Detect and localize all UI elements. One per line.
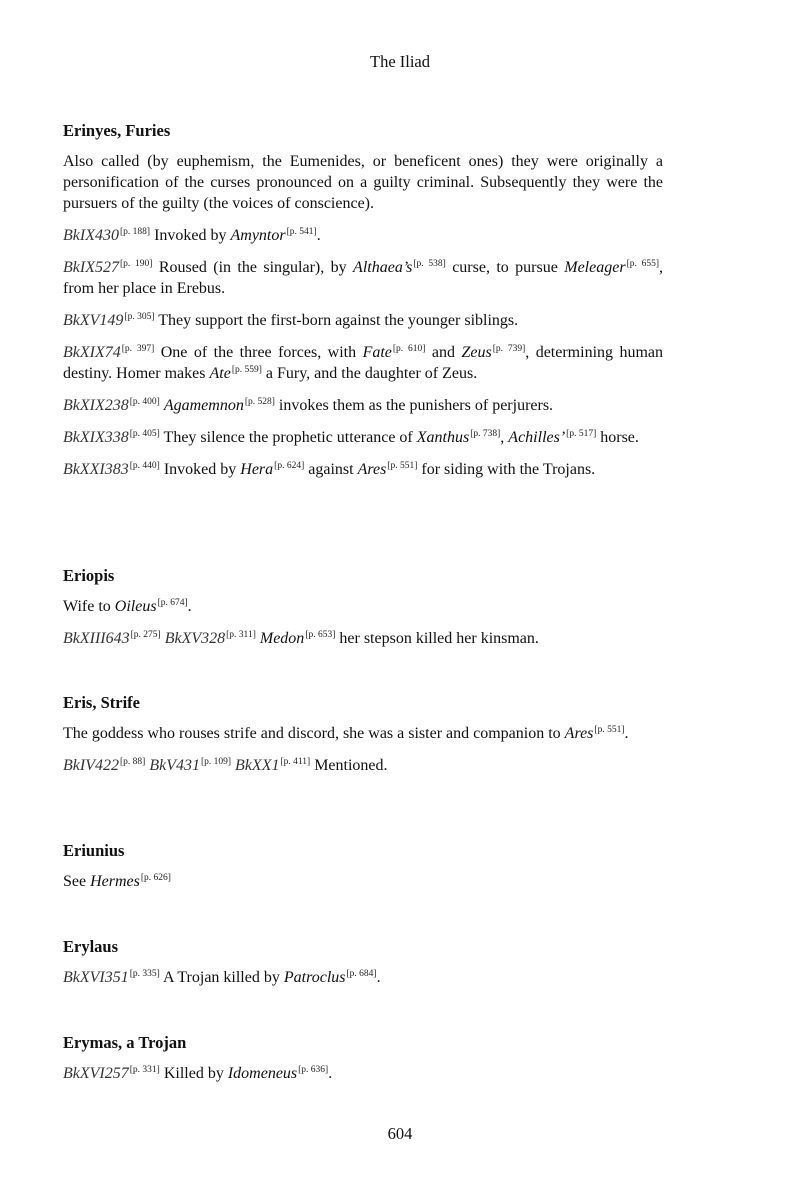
- page-marker: [p. 624]: [274, 460, 305, 471]
- entry-description: See Hermes[p. 626]: [63, 872, 171, 890]
- page-marker: [p. 655]: [626, 258, 660, 269]
- page-marker: [p. 626]: [140, 872, 171, 883]
- page-marker: [p. 109]: [200, 756, 232, 767]
- cross-reference-link[interactable]: Hermes: [90, 873, 140, 890]
- book-line-reference[interactable]: BkXV149: [63, 312, 124, 329]
- entry-description: Wife to Oileus[p. 674].: [63, 597, 192, 615]
- page-number: 604: [387, 1124, 413, 1143]
- page-marker: [p. 528]: [244, 396, 275, 407]
- glossary-entry: [63, 1032, 663, 1095]
- page-marker: [p. 636]: [298, 1064, 329, 1075]
- page-marker: [p. 335]: [129, 968, 160, 979]
- running-head: The Iliad: [369, 52, 430, 71]
- page-marker: [p. 397]: [121, 343, 155, 354]
- book-line-reference[interactable]: BkXIII643: [63, 630, 130, 647]
- reference-paragraph: BkIX527[p. 190] Roused (in the singular), by Althaea’s[p. 538] curse, to pursue Meleager[p. 655], from her place in Erebus.: [63, 258, 664, 297]
- page-marker: [p. 538]: [413, 258, 446, 269]
- page-marker: [p. 551]: [387, 460, 418, 471]
- page-marker: [p. 331]: [129, 1064, 160, 1075]
- reference-paragraph: BkXVI351[p. 335] A Trojan killed by Patroclus[p. 684].: [63, 968, 381, 986]
- page-marker: [p. 517]: [566, 428, 597, 439]
- entry-heading: Eriunius: [63, 841, 125, 860]
- book-line-reference[interactable]: BkV431: [149, 757, 200, 774]
- reference-paragraph: BkXIII643[p. 275] BkXV328[p. 311] Medon[p. 653] her stepson killed her kinsman.: [63, 629, 539, 647]
- entry-description: The goddess who rouses strife and discord, she was a sister and companion to Ares[p. 551].: [63, 724, 629, 742]
- page-marker: [p. 400]: [129, 396, 160, 407]
- page-marker: [p. 674]: [157, 597, 188, 608]
- glossary-entry: [63, 565, 663, 660]
- cross-reference-link[interactable]: Idomeneus: [227, 1065, 298, 1082]
- glossary-entry: [63, 936, 663, 999]
- cross-reference-link[interactable]: Xanthus: [416, 429, 470, 446]
- page-marker: [p. 190]: [119, 258, 153, 269]
- reference-paragraph: BkIV422[p. 88] BkV431[p. 109] BkXX1[p. 411] Mentioned.: [63, 756, 388, 774]
- book-line-reference[interactable]: BkIX430: [63, 227, 119, 244]
- entry-heading: Eriopis: [63, 566, 115, 585]
- page-marker: [p. 684]: [346, 968, 377, 979]
- cross-reference-link[interactable]: Achilles’: [508, 429, 566, 446]
- book-line-reference[interactable]: BkXIX74: [63, 344, 121, 361]
- book-line-reference[interactable]: BkXIX338: [63, 429, 129, 446]
- entry-heading: Erinyes, Furies: [63, 121, 171, 140]
- cross-reference-link[interactable]: Fate: [362, 344, 392, 361]
- cross-reference-link[interactable]: Patroclus: [283, 969, 346, 986]
- page-marker: [p. 541]: [286, 226, 317, 237]
- book-line-reference[interactable]: BkXIX238: [63, 397, 129, 414]
- entry-heading: Erymas, a Trojan: [63, 1033, 187, 1052]
- book-line-reference[interactable]: BkIV422: [63, 757, 119, 774]
- page-marker: [p. 305]: [124, 311, 155, 322]
- page-marker: [p. 610]: [392, 343, 426, 354]
- cross-reference-link[interactable]: Ate: [209, 365, 231, 382]
- page-marker: [p. 653]: [305, 629, 336, 640]
- glossary-entry: [63, 692, 663, 787]
- book-line-reference[interactable]: BkXVI257: [63, 1065, 129, 1082]
- book-line-reference[interactable]: BkXVI351: [63, 969, 129, 986]
- book-line-reference[interactable]: BkXX1: [235, 757, 280, 774]
- entry-heading: Erylaus: [63, 937, 119, 956]
- page-marker: [p. 88]: [119, 756, 146, 767]
- reference-paragraph: BkXXI383[p. 440] Invoked by Hera[p. 624] against Ares[p. 551] for siding with the Trojans.: [63, 460, 596, 478]
- book-line-reference[interactable]: BkXXI383: [63, 461, 129, 478]
- page-marker: [p. 311]: [226, 629, 256, 640]
- page-marker: [p. 405]: [129, 428, 160, 439]
- page-marker: [p. 739]: [492, 343, 526, 354]
- reference-paragraph: BkXIX74[p. 397] One of the three forces, with Fate[p. 610] and Zeus[p. 739], determining human destiny. Homer makes Ate[p. 559] a Fury, and the daughter of Zeus.: [63, 343, 664, 382]
- page-marker: [p. 559]: [231, 364, 262, 375]
- glossary-entry: [63, 840, 663, 903]
- page-marker: [p. 188]: [119, 226, 151, 237]
- cross-reference-link[interactable]: Agamemnon: [163, 397, 244, 414]
- cross-reference-link[interactable]: Ares: [357, 461, 387, 478]
- entry-heading: Eris, Strife: [63, 693, 140, 712]
- reference-paragraph: BkXIX238[p. 400] Agamemnon[p. 528] invokes them as the punishers of perjurers.: [63, 396, 554, 414]
- cross-reference-link[interactable]: Meleager: [564, 259, 626, 276]
- page-marker: [p. 440]: [129, 460, 160, 471]
- book-line-reference[interactable]: BkIX527: [63, 259, 119, 276]
- reference-paragraph: BkIX430[p. 188] Invoked by Amyntor[p. 541].: [63, 226, 321, 244]
- page-marker: [p. 411]: [280, 756, 311, 767]
- page-marker: [p. 275]: [130, 629, 161, 640]
- cross-reference-link[interactable]: Zeus: [461, 344, 492, 361]
- reference-paragraph: BkXVI257[p. 331] Killed by Idomeneus[p. 636].: [63, 1064, 333, 1082]
- cross-reference-link[interactable]: Amyntor: [230, 227, 286, 244]
- cross-reference-link[interactable]: Hera: [240, 461, 274, 478]
- glossary-entry: [63, 120, 663, 491]
- cross-reference-link[interactable]: Althaea’s: [353, 259, 413, 276]
- cross-reference-link[interactable]: Medon: [259, 630, 305, 647]
- reference-paragraph: BkXV149[p. 305] They support the first-born against the younger siblings.: [63, 311, 519, 329]
- entry-description: Also called (by euphemism, the Eumenides, or beneficent ones) they were originally a personification of the curses pronounced on a guilty criminal. Subsequently they were the pursuers of the guilty (the voices of conscience).: [63, 153, 663, 212]
- page-marker: [p. 738]: [470, 428, 501, 439]
- cross-reference-link[interactable]: Ares: [564, 725, 594, 742]
- cross-reference-link[interactable]: Oileus: [114, 598, 157, 615]
- reference-paragraph: BkXIX338[p. 405] They silence the prophetic utterance of Xanthus[p. 738], Achilles’[p. 517] horse.: [63, 428, 639, 446]
- book-line-reference[interactable]: BkXV328: [164, 630, 226, 647]
- page-marker: [p. 551]: [594, 724, 625, 735]
